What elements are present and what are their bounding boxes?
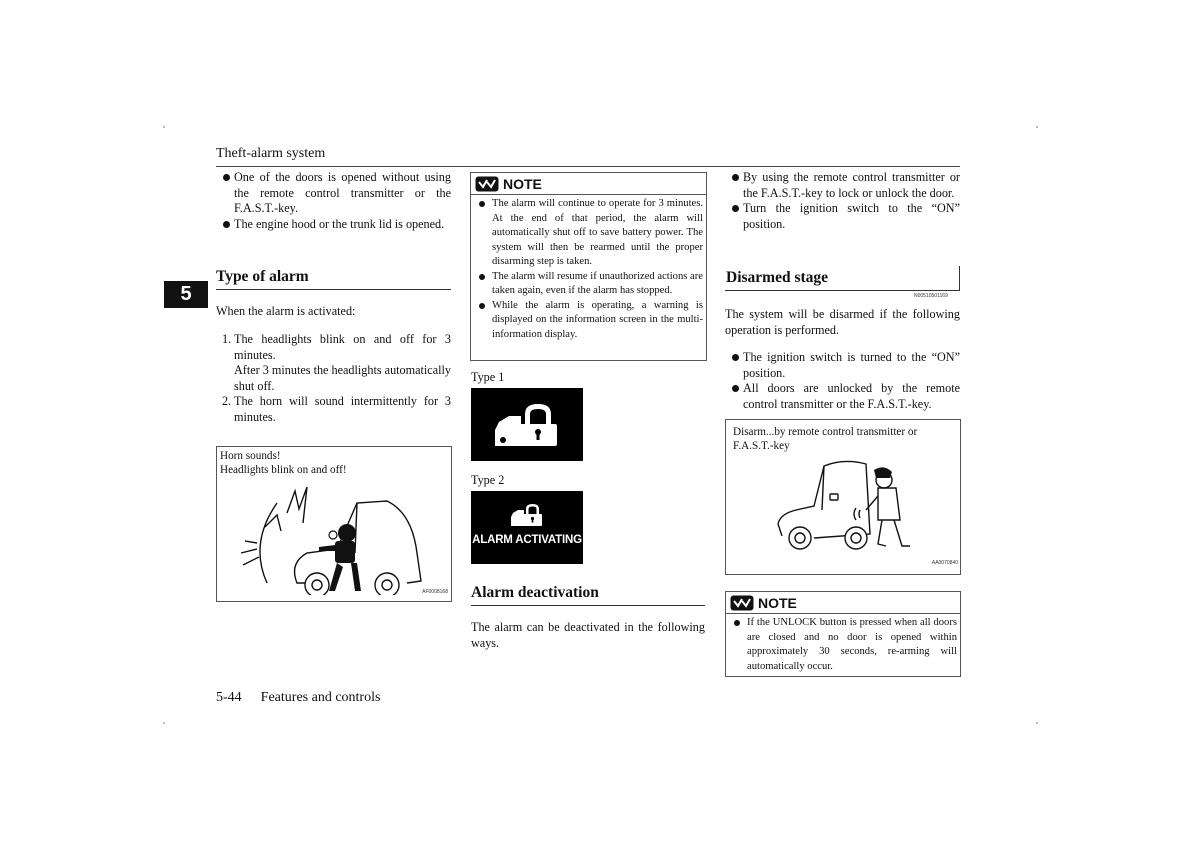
step-number: 2. — [222, 394, 232, 409]
crop-mark — [1036, 126, 1038, 128]
deactivation-body: The alarm can be deactivated in the following ways. — [471, 620, 705, 650]
note-box-alarm — [470, 172, 707, 361]
list-item: The alarm will resume if unauthorized actions are taken again, even if the alarm has stopped. — [474, 270, 703, 299]
disarm-intro: The system will be disarmed if the following operation is performed. — [725, 307, 960, 337]
list-item: By using the remote control transmitter or the F.A.S.T.-key to lock or unlock the door. — [725, 170, 960, 201]
car-lock-icon — [491, 400, 563, 448]
figure-disarm — [725, 419, 961, 575]
list-item: While the alarm is operating, a warning is displayed on the information screen in the multi-information display. — [474, 299, 703, 343]
note-body — [471, 195, 706, 346]
note-box-rearm — [725, 591, 961, 677]
list-item: The ignition switch is turned to the “ON” position. — [725, 350, 960, 381]
left-column — [216, 170, 451, 232]
section-heading-alarm-deactivation: Alarm deactivation — [471, 584, 599, 601]
crop-mark — [163, 722, 165, 724]
note-body — [726, 614, 960, 678]
right-bullets — [725, 170, 960, 232]
list-item — [216, 394, 451, 425]
note-check-icon — [730, 595, 754, 611]
left-intro: When the alarm is activated: — [216, 304, 356, 318]
type2-label: Type 2 — [471, 473, 505, 487]
step-number: 1. — [222, 332, 232, 346]
list-item: One of the doors is opened without using the remote control transmitter or the F.A.S.T.-key. — [216, 170, 451, 217]
figure-code: AF0008168 — [422, 589, 448, 595]
figure-caption: Horn sounds! — [220, 450, 281, 462]
list-item — [216, 332, 451, 394]
chapter-tab: 5 — [164, 281, 208, 308]
note-label: NOTE — [758, 594, 797, 611]
disarm-conditions — [725, 350, 960, 412]
step-text: The horn will sound intermittently for 3 minutes. — [234, 394, 451, 424]
crop-mark — [1036, 722, 1038, 724]
heading-rule — [725, 290, 960, 291]
note-header — [471, 173, 706, 195]
running-header: Theft-alarm system — [216, 146, 326, 161]
section-heading-disarmed-stage: Disarmed stage — [726, 269, 829, 286]
heading-rule — [216, 289, 451, 290]
car-remote-illustration — [774, 458, 924, 556]
figure-code: AA0070840 — [931, 560, 958, 566]
type2-display — [471, 491, 583, 564]
crop-mark — [163, 126, 165, 128]
page-footer — [216, 690, 380, 706]
car-lock-icon — [509, 503, 545, 527]
header-rule — [216, 166, 960, 167]
section-code: N00510501169 — [914, 293, 948, 299]
type1-label: Type 1 — [471, 370, 505, 384]
heading-corner-rule — [959, 266, 960, 290]
alarm-activating-text: ALARM ACTIVATING — [472, 534, 582, 546]
alarm-steps — [216, 332, 451, 426]
figure-caption: F.A.S.T.-key — [733, 440, 790, 452]
step-text: The headlights blink on and off for 3 minutes. — [234, 332, 451, 362]
car-alarm-illustration — [237, 483, 427, 595]
figure-caption: Headlights blink on and off! — [220, 464, 347, 476]
list-item: All doors are unlocked by the remote control transmitter or the F.A.S.T.-key. — [725, 381, 960, 412]
figure-alarm-activated — [216, 446, 452, 602]
page-number: 5-44 — [216, 690, 242, 705]
step-extra: After 3 minutes the headlights automatically shut off. — [234, 363, 451, 393]
section-name: Features and controls — [260, 690, 381, 705]
list-item: The alarm will continue to operate for 3 minutes. At the end of that period, the alarm will automatically shut off to save battery power. The system will then be rearmed until the proper disarming step is taken. — [474, 197, 703, 270]
note-header — [726, 592, 960, 614]
list-item: Turn the ignition switch to the “ON” position. — [725, 201, 960, 232]
heading-rule — [471, 605, 705, 606]
type1-display — [471, 388, 583, 461]
section-heading-type-of-alarm: Type of alarm — [216, 268, 309, 285]
figure-caption: Disarm...by remote control transmitter or — [733, 426, 918, 438]
list-item: If the UNLOCK button is pressed when all doors are closed and no door is opened within approximately 30 seconds, re-arming will automatically occur. — [729, 616, 957, 674]
list-item: The engine hood or the trunk lid is opened. — [216, 217, 451, 233]
note-label: NOTE — [503, 175, 542, 192]
note-check-icon — [475, 176, 499, 192]
